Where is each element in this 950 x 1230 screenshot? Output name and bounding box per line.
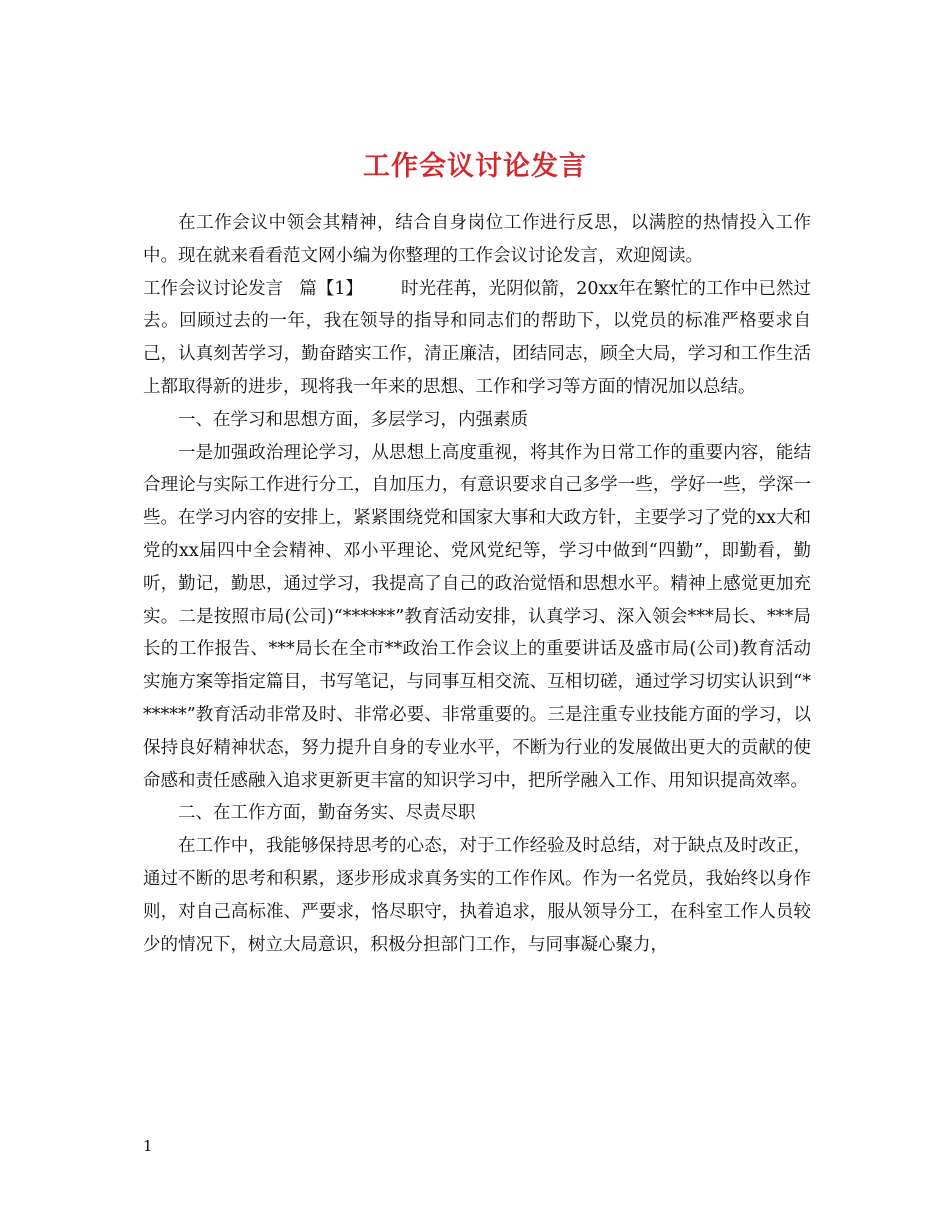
section-paragraph-1: 一是加强政治理论学习，从思想上高度重视，将其作为日常工作的重要内容，能结合理论与实际工作进行分工，自加压力，有意识要求自己多学一些，学好一些，学深一些。在学习内容的安排上，紧紧围绕党和国家大事和大政方针，主要学习了党的xx大和党的xx届四中全会精神、邓小平理论、党风党纪等，学习中做到“四勤”，即勤看，勤听，勤记，勤思，通过学习，我提高了自己的政治觉悟和思想水平。精神上感觉更加充实。二是按照市局(公司)“******”教育活动安排，认真学习、深入领会***局长、***局长的工作报告、***局长在全市**政治工作会议上的重要讲话及盛市局(公司)教育活动实施方案等指定篇目，书写笔记，与同事互相交流、互相切磋，通过学习切实认识到“******”教育活动非常及时、非常必要、非常重要的。三是注重专业技能方面的学习，以保持良好精神状态，努力提升自身的专业水平，不断为行业的发展做出更大的贡献的使命感和责任感融入追求更新更丰富的知识学习中，把所学融入工作、用知识提高效率。 (143, 442, 811, 791)
section-heading-2: 二、在工作方面，勤奋务实、尽责尽职 (178, 803, 476, 824)
article-label: 工作会议讨论发言 (143, 278, 284, 299)
article-number: 篇【1】 (299, 278, 363, 299)
document-body (143, 207, 811, 961)
document-title: 工作会议讨论发言 (363, 151, 587, 183)
intro-paragraph: 在工作会议中领会其精神，结合自身岗位工作进行反思，以满腔的热情投入工作中。现在就来看看范文网小编为你整理的工作会议讨论发言，欢迎阅读。 (143, 213, 811, 266)
section-heading-1: 一、在学习和思想方面，多层学习，内强素质 (178, 409, 528, 430)
page-number: 1 (143, 1137, 153, 1155)
article-paragraph (143, 273, 811, 404)
section-paragraph-2: 在工作中，我能够保持思考的心态，对于工作经验及时总结，对于缺点及时改正，通过不断的思考和积累，逐步形成求真务实的工作作风。作为一名党员，我始终以身作则，对自己高标准、严要求，恪尽职守，执着追求，服从领导分工，在科室工作人员较少的情况下，树立大局意识，积极分担部门工作，与同事凝心聚力， (143, 836, 811, 955)
article-start-text: 时光荏苒，光阴似箭，20xx年在繁忙的工作中已然过去。回顾过去的一年，我在领导的指导和同志们的帮助下，以党员的标准严格要求自己，认真刻苦学习，勤奋踏实工作，清正廉洁，团结同志，顾全大局，学习和工作生活上都取得新的进步，现将我一年来的思想、工作和学习等方面的情况加以总结。 (143, 278, 812, 397)
